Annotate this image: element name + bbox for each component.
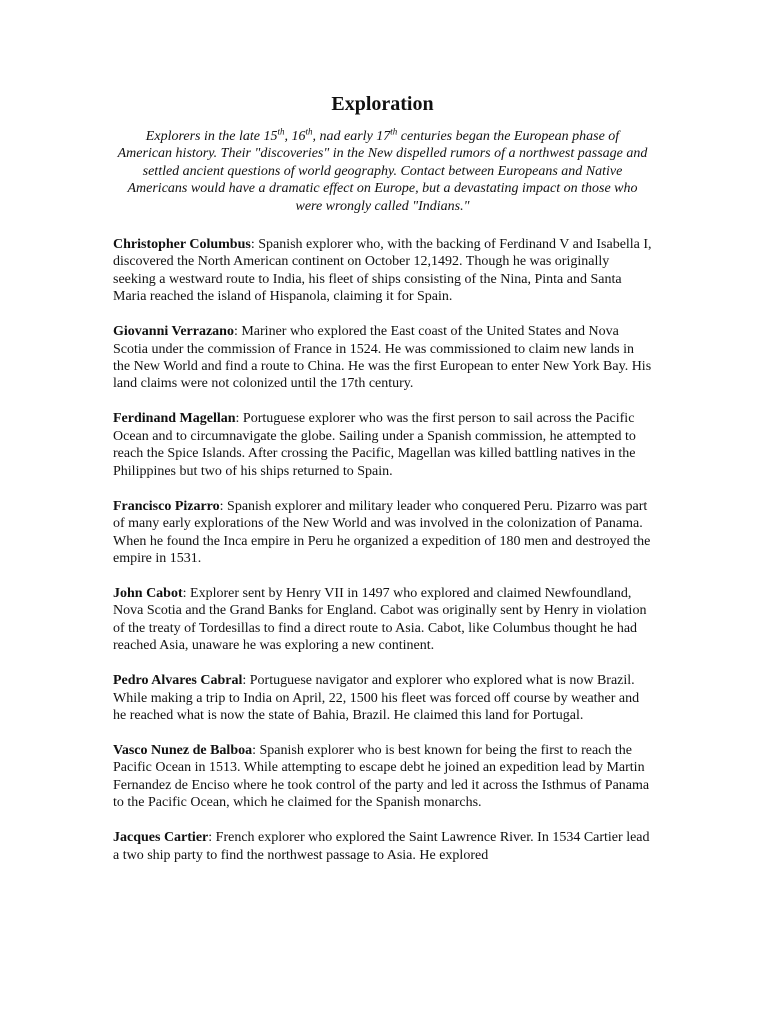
entry-text: : Portuguese explorer who was the first person to sail across the Pacific Ocean and to circumnavigate the globe. Sailing under a Spanish commission, he attempted to reach the Spice Islands. After crossing the Pacific, Magellan was killed battling natives in the Philippines but two of his ships returned to Spain. [113,411,636,479]
intro-superscript-2: th [305,126,313,137]
entry-vasco-nunez-de-balboa [113,742,652,812]
entry-text: : Spanish explorer and military leader who conquered Peru. Pizarro was part of many early explorations of the New World and was involved in the colonization of Panama. When he found the Inca empire in Peru he organized a expedition of 180 men and destroyed the empire in 1531. [113,498,651,566]
entry-name: Ferdinand Magellan [113,411,236,427]
entry-text: : Explorer sent by Henry VII in 1497 who explored and claimed Newfoundland, Nova Scotia and the Grand Banks for England. Cabot was originally sent by Henry in violation of the treaty of Tordesillas to find a direct route to Asia. Cabot, like Columbus thought he had reached Asia, unaware he was exploring a new continent. [113,585,647,654]
intro-superscript-3: th [390,126,398,137]
entry-name: Giovanni Verrazano [113,324,234,340]
entry-text: : Portuguese navigator and explorer who explored what is now Brazil. While making a trip to India on April, 22, 1500 his fleet was forced off course by weather and he reached what is now the state of Bahia, Brazil. He claimed this land for Portugal. [113,673,640,723]
intro-superscript-1: th [277,126,285,137]
intro-text-1: Explorers in the late 15 [145,129,278,144]
entry-name: Jacques Cartier [113,830,209,846]
entry-text: : French explorer who explored the Saint Lawrence River. In 1534 Cartier lead a two ship party to find the northwest passage to Asia. He explored [113,830,650,863]
entry-giovanni-verrazano [113,323,652,393]
entry-name: Pedro Alvares Cabral [113,673,243,689]
entry-text: : Spanish explorer who is best known for being the first to reach the Pacific Ocean in 1513. While attempting to escape debt he joined an expedition lead by Martin Fernandez de Enciso where he took control of the party and led it across the Isthmus of Panama to the Pacific Ocean, which he claimed for the Spanish monarchs. [113,742,650,811]
entry-christopher-columbus [113,236,652,306]
entry-jacques-cartier [113,829,652,864]
entry-name: Christopher Columbus [113,237,251,253]
intro-text-2: , 16 [284,129,306,144]
page-title: Exploration [331,93,434,115]
entry-name: Francisco Pizarro [113,498,220,514]
entry-francisco-pizarro [113,498,652,568]
intro-paragraph [117,128,648,215]
entry-text: : Spanish explorer who, with the backing of Ferdinand V and Isabella I, discovered the North American continent on October 12,1492. Though he was originally seeking a westward route to India, his fleet of ships consisting of the Nina, Pinta and Santa Maria reached the island of Hispanola, claiming it for Spain. [113,237,652,305]
intro-text-3: , nad early 17 [312,129,391,144]
intro-text-4: centuries began the European phase of American history. Their "discoveries" in the New dispelled rumors of a northwest passage and settled ancient questions of world geography. Contact between Europeans and Native Americans would have a dramatic effect on Europe, but a devastating impact on those who were wrongly called "Indians." [117,129,648,214]
entry-john-cabot [113,585,652,655]
entry-name: Vasco Nunez de Balboa [113,742,253,758]
entry-name: John Cabot [113,585,183,601]
entry-text: : Mariner who explored the East coast of the United States and Nova Scotia under the commission of France in 1524. He was commissioned to claim new lands in the New World and find a route to China. He was the first European to enter New York Bay. His land claims were not colonized until the 17th century. [113,324,652,392]
entry-ferdinand-magellan [113,410,652,480]
entry-pedro-alvares-cabral [113,672,652,724]
